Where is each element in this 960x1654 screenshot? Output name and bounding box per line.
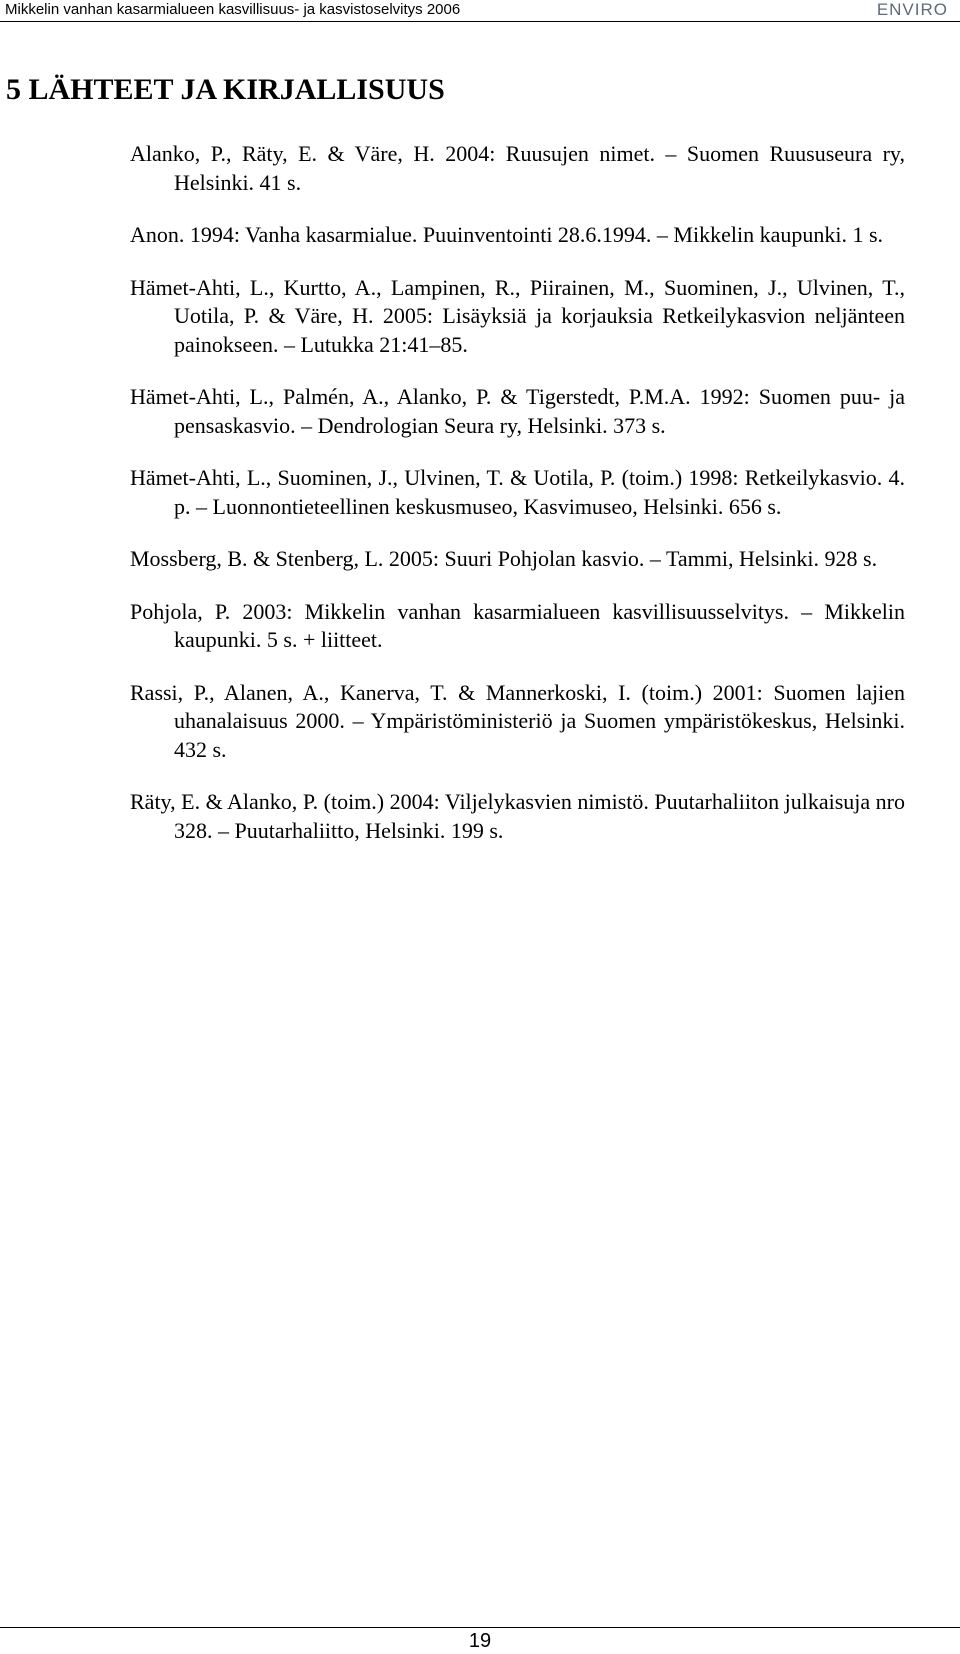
page-header xyxy=(0,0,960,22)
footer-divider xyxy=(0,1627,960,1628)
header-divider xyxy=(0,21,960,22)
document-title: Mikkelin vanhan kasarmialueen kasvillisuus- ja kasvistoselvitys 2006 xyxy=(5,1,461,18)
reference-entry: Hämet-Ahti, L., Palmén, A., Alanko, P. & Tigerstedt, P.M.A. 1992: Suomen puu- ja pensaskasvio. – Dendrologian Seura ry, Helsinki. 373 s. xyxy=(130,384,905,438)
reference-entry: Rassi, P., Alanen, A., Kanerva, T. & Mannerkoski, I. (toim.) 2001: Suomen lajien uhanalaisuus 2000. – Ympäristöministeriö ja Suomen ympäristökeskus, Helsinki. 432 s. xyxy=(130,679,905,762)
reference-entry: Alanko, P., Räty, E. & Väre, H. 2004: Ruusujen nimet. – Suomen Ruususeura ry, Helsinki. 41 s. xyxy=(130,141,905,195)
reference-entry: Anon. 1994: Vanha kasarmialue. Puuinventointi 28.6.1994. – Mikkelin kaupunki. 1 s. xyxy=(130,222,884,247)
reference-entry: Räty, E. & Alanko, P. (toim.) 2004: Viljelykasvien nimistö. Puutarhaliiton julkaisuja nro 328. – Puutarhaliitto, Helsinki. 199 s. xyxy=(130,789,905,843)
reference-entry: Pohjola, P. 2003: Mikkelin vanhan kasarmialueen kasvillisuusselvitys. – Mikkelin kaupunki. 5 s. + liitteet. xyxy=(130,598,905,652)
reference-entry: Mossberg, B. & Stenberg, L. 2005: Suuri Pohjolan kasvio. – Tammi, Helsinki. 928 s. xyxy=(130,546,878,571)
page-number: 19 xyxy=(468,1630,492,1652)
reference-entry: Hämet-Ahti, L., Suominen, J., Ulvinen, T. & Uotila, P. (toim.) 1998: Retkeilykasvio. 4. p. – Luonnontieteellinen keskusmuseo, Kasvimuseo, Helsinki. 656 s. xyxy=(130,465,905,519)
reference-list xyxy=(130,140,905,869)
section-heading: 5 LÄHTEET JA KIRJALLISUUS xyxy=(6,73,445,106)
reference-entry: Hämet-Ahti, L., Kurtto, A., Lampinen, R., Piirainen, M., Suominen, J., Ulvinen, T., Uotila, P. & Väre, H. 2005: Lisäyksiä ja korjauksia Retkeilykasvion neljänteen painokseen. – Lutukka 21:41–85. xyxy=(130,274,905,357)
enviro-logo: ENVIRO xyxy=(876,0,948,19)
